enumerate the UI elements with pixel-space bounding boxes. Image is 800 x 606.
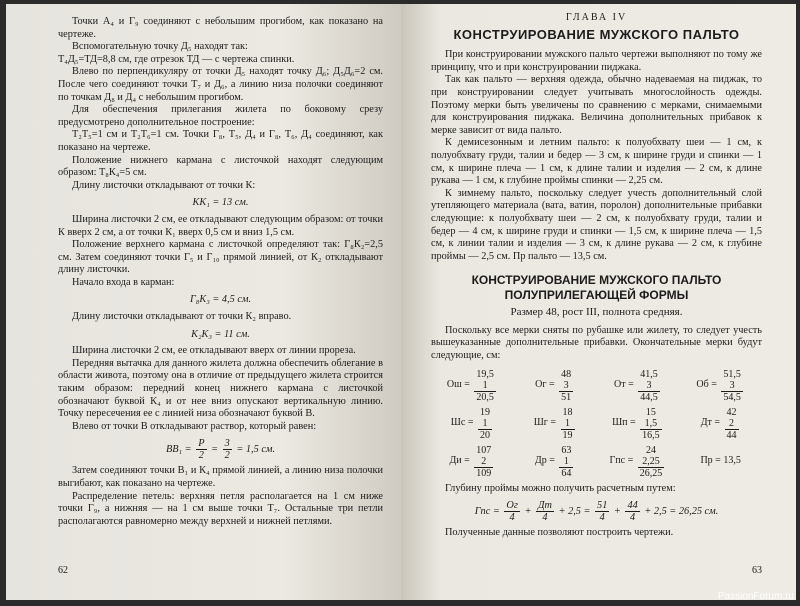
paragraph: Т₄Д₅=ТД=8,8 см, где отрезок ТД — с чертежа спинки. <box>58 53 295 65</box>
formula-part: + 2,5 = 26,25 см. <box>644 506 719 518</box>
measure-value-a: 41,5 <box>640 368 658 380</box>
measure-value-c: 20,5 <box>476 391 494 403</box>
fraction-den: 2 <box>224 450 230 462</box>
section-subtitle: Размер 48, рост III, полнота средняя. <box>510 306 683 319</box>
measure-eq: = <box>461 455 473 467</box>
measure-value-c: 54,5 <box>723 391 741 403</box>
measure-value-b: 2 <box>725 418 739 430</box>
paragraph: Распределение петель: верхняя петля располагается на 1 см ниже точки Г₉, а нижняя — на 1 см выше точки Т₇. Остальные три петли располагаются равномерно между верхней и нижней петлями. <box>58 490 383 527</box>
measure-fraction <box>640 407 662 441</box>
fraction-num: Дт <box>537 500 552 512</box>
measure-label: Др <box>534 455 547 467</box>
measure-fraction <box>561 407 575 441</box>
measure-label: Гпс <box>609 455 626 467</box>
measure-cell <box>431 407 514 441</box>
fraction <box>625 500 639 523</box>
fraction <box>504 500 519 523</box>
measure-value-a: 24 <box>645 444 656 456</box>
measure-cell <box>679 407 762 441</box>
measure-label: Шс <box>450 417 466 429</box>
paragraph: Т₂Т₅=1 см и Т₂Т₆=1 см. Точки Г₈, Т₅, Д₄ и Г₈, Т₆, Д₄ соединяют, как показано на чертеже. <box>58 129 383 153</box>
formula-part: = <box>211 444 219 456</box>
measure-value-c: 51 <box>561 391 572 403</box>
measure-fraction <box>559 445 573 479</box>
paragraph: При конструировании мужского пальто чертежи выполняют по тому же принципу, что и при конструировании пиджака. <box>431 49 762 73</box>
measure-value-a: 63 <box>561 444 572 456</box>
measure-cell <box>597 407 680 441</box>
measure-value-b: 3 <box>721 380 743 392</box>
measure-eq: = <box>711 417 723 429</box>
fraction-den: 4 <box>509 512 515 524</box>
measure-fraction <box>478 407 492 441</box>
measure-value-b: 3 <box>559 380 573 392</box>
fraction-num: 44 <box>627 500 638 512</box>
measure-value-c: 44,5 <box>640 391 658 403</box>
measure-cell <box>514 407 597 441</box>
paragraph: Передняя вытачка для данного жилета должна обеспечить облегание в области живота, поэтому она в отличие от предыдущего жилета строится таким образом: передний конец нижнего кармана с листочкой обозначают буквой К₄ и от нее вниз опускают вертикальную линию. Точку пересечения ее с линией низа обозначают буквой В. <box>58 357 383 420</box>
fraction-den: 4 <box>630 512 636 524</box>
fraction-num: 51 <box>597 500 608 512</box>
paragraph: Ширина листочки 2 см, ее откладывают следующим образом: от точки К вверх 2 см, а от точки К₁ вверх 0,5 см и вниз 1,5 см. <box>58 213 383 238</box>
measure-value-a: 48 <box>561 368 572 380</box>
measure-value-a: 13,5 <box>723 455 741 467</box>
measure-cell <box>431 369 514 403</box>
fraction-num: Ог <box>506 500 518 512</box>
paragraph: К демисезонным и летним пальто: к полуобхвату шеи — 1 см, к полуобхвату груди, талии и бедер — 3 см, к ширине груди и спинки — 1 см, к ширине плеча — 1 см, к длине талии и изделия — 2 см, к длине рукава — 1 см, к глубине проймы спинки — 2,25 см. <box>431 137 762 187</box>
fraction <box>196 438 206 461</box>
measure-value-a: 15 <box>645 406 656 418</box>
running-head: ГЛАВА IV <box>565 12 628 23</box>
measure-value-a: 18 <box>562 406 573 418</box>
paragraph: Ширина листочки 2 см, ее откладывают вверх от линии прореза. <box>72 345 356 357</box>
measure-value-a: 107 <box>476 444 492 456</box>
fraction-den: 4 <box>599 512 605 524</box>
formula: КК₁ = 13 см. <box>192 197 249 209</box>
measure-value-b: 1,5 <box>640 418 662 430</box>
measure-cell <box>679 369 762 403</box>
paragraph: Начало входа в карман: <box>72 276 175 288</box>
paragraph: Длину листочки откладывают от точки К₂ вправо. <box>72 311 292 323</box>
measure-fraction <box>474 445 493 479</box>
measure-label: Пр <box>700 455 713 467</box>
measure-value-a: 42 <box>726 406 737 418</box>
paragraph: Затем соединяют точки В₁ и К₄ прямой линией, а линию низа полочки выгибают, как показано на чертеже. <box>58 465 383 489</box>
measure-value-a: 19,5 <box>476 368 494 380</box>
measure-value-b: 1 <box>478 418 492 430</box>
chapter-title: КОНСТРУИРОВАНИЕ МУЖСКОГО ПАЛЬТО <box>453 26 740 42</box>
measure-value-b: 3 <box>638 380 660 392</box>
book-spread <box>6 4 796 600</box>
right-page <box>401 4 796 600</box>
fraction-num: 3 <box>224 438 230 450</box>
measure-eq: = <box>461 379 473 391</box>
measure-value-c: 20 <box>479 429 490 441</box>
measure-value-b: 1 <box>561 418 575 430</box>
paragraph: Длину листочки откладывают от точки К: <box>72 179 256 191</box>
measure-eq: = <box>708 379 720 391</box>
measure-cell <box>514 369 597 403</box>
measure-eq: = <box>546 379 558 391</box>
left-page <box>6 4 401 600</box>
formula-part: Гпс = <box>474 506 500 518</box>
measure-value-b: 2 <box>474 456 493 468</box>
paragraph: К зимнему пальто, поскольку следует учесть дополнительный слой утепляющего материала (вата, ватин, поролон) дополнительные прибавки следующие: к полуобхвату шеи — 2 см, к полуобхвату груди, талии и бедер — 4 см, к ширине груди и спинки — 1,5 см, к ширине плеча — 1,5 см, к линии талии и изделия — 3 см, к длине рукава — 2 см, к глубине проймы — 2,5 см. Пр пальто — 13,5 см. <box>431 187 762 262</box>
paragraph: Так как пальто — верхняя одежда, обычно надеваемая на пиджак, то при конструировании следует учитывать многослойность одежды. Поэтому мерки быть увеличены по сравнению с мерками, снимаемыми для конструирования пиджака. Величина дополнительных прибавок к мерке зависит от вида пальто. <box>431 74 762 136</box>
paragraph: Положение верхнего кармана с листочкой определяют так: Г₈К₂=2,5 см. Затем соединяют точки Г₅ и Г₁₀ прямой линией, от К₂ откладывают длину листочки. <box>58 239 383 276</box>
paragraph: Полученные данные позволяют построить чертежи. <box>445 527 674 539</box>
measure-fraction <box>725 407 739 441</box>
measure-eq: = <box>625 379 637 391</box>
measure-eq: = <box>546 455 558 467</box>
formula-part: ВВ₁ = <box>165 444 192 456</box>
measure-label: Ди <box>449 455 462 467</box>
measure-label: Об <box>696 379 709 391</box>
measure-eq: = <box>465 417 476 429</box>
formula-part: + <box>524 506 532 518</box>
measure-cell <box>679 445 762 479</box>
measure-label: Ог <box>535 379 547 391</box>
measure-fraction <box>559 369 573 403</box>
measure-label: Дт <box>700 417 712 429</box>
formula-part: + 2,5 = <box>558 506 591 518</box>
measure-cell <box>597 369 680 403</box>
fraction-num: Р <box>198 438 205 450</box>
measure-cell <box>431 445 514 479</box>
measure-value-c: 19 <box>562 429 573 441</box>
fraction <box>595 500 609 523</box>
formula-bb1 <box>58 438 383 461</box>
measure-fraction <box>721 369 743 403</box>
paragraph: Глубину проймы можно получить расчетным путем: <box>445 482 676 494</box>
formula-gps <box>431 500 762 523</box>
watermark: PassionForum.ru <box>717 591 794 602</box>
page-number: 63 <box>752 565 762 577</box>
measure-fraction <box>638 445 665 479</box>
measure-value-c: 64 <box>561 467 572 479</box>
fraction-den: 4 <box>542 512 548 524</box>
paragraph: Влево по перпендикуляру от точки Д₅ находят точку Д₆; Д₅Д₆=2 см. После чего соединяют точки Т₇ и Д₆, а линию низа полочки соединяют по точкам Д₈ и Д₄ с небольшим прогибом. <box>58 66 383 103</box>
measures-grid <box>431 369 762 479</box>
measure-value-b: 1 <box>559 456 573 468</box>
formula-part: = 1,5 см. <box>236 444 276 456</box>
measure-eq: = <box>627 417 639 429</box>
measure-value-b: 2,25 <box>638 456 665 468</box>
measure-value-b: 1 <box>474 380 496 392</box>
measure-value-c: 26,25 <box>639 467 663 479</box>
paragraph: Поскольку все мерки сняты по рубашке или жилету, то следует учесть вышеуказанные дополнительные прибавки. Окончательные мерки будут следующие, см: <box>431 324 762 362</box>
measure-value-a: 51,5 <box>723 368 741 380</box>
paragraph: Точки А₄ и Г₉ соединяют с небольшим прогибом, как показано на чертеже. <box>58 16 383 40</box>
paragraph: Вспомогательную точку Д₅ находят так: <box>72 41 248 53</box>
measure-eq: = <box>547 417 559 429</box>
measure-fraction <box>638 369 660 403</box>
measure-value-c: 44 <box>726 429 737 441</box>
paragraph: Положение нижнего кармана с листочкой находят следующим образом: Т₈К₄=5 см. <box>58 154 383 179</box>
fraction <box>536 500 554 523</box>
measure-value-c: 109 <box>476 467 492 479</box>
measure-label: Ош <box>446 379 462 391</box>
paragraph: Для обеспечения прилегания жилета по боковому срезу предусмотрено дополнительное построение: <box>58 104 383 128</box>
measure-label: Шп <box>612 417 628 429</box>
formula: К₂К₃ = 11 см. <box>191 328 250 340</box>
page-number: 62 <box>58 565 68 577</box>
measure-value-c: 16,5 <box>642 429 660 441</box>
paragraph: Влево от точки В откладывают раствор, который равен: <box>72 420 317 432</box>
measure-eq: = <box>625 455 636 467</box>
measure-fraction <box>474 369 496 403</box>
measure-label: От <box>614 379 626 391</box>
formula: Г₈К₃ = 4,5 см. <box>189 294 252 306</box>
measure-label: Шг <box>533 417 548 429</box>
fraction <box>223 438 232 461</box>
measure-value-a: 19 <box>479 406 490 418</box>
measure-cell <box>514 445 597 479</box>
measure-cell <box>597 445 680 479</box>
section-title: КОНСТРУИРОВАНИЕ МУЖСКОГО ПАЛЬТО ПОЛУПРИЛЕГАЮЩЕЙ ФОРМЫ <box>471 273 722 303</box>
measure-eq: = <box>712 455 724 467</box>
fraction-den: 2 <box>198 450 204 462</box>
formula-part: + <box>613 506 621 518</box>
